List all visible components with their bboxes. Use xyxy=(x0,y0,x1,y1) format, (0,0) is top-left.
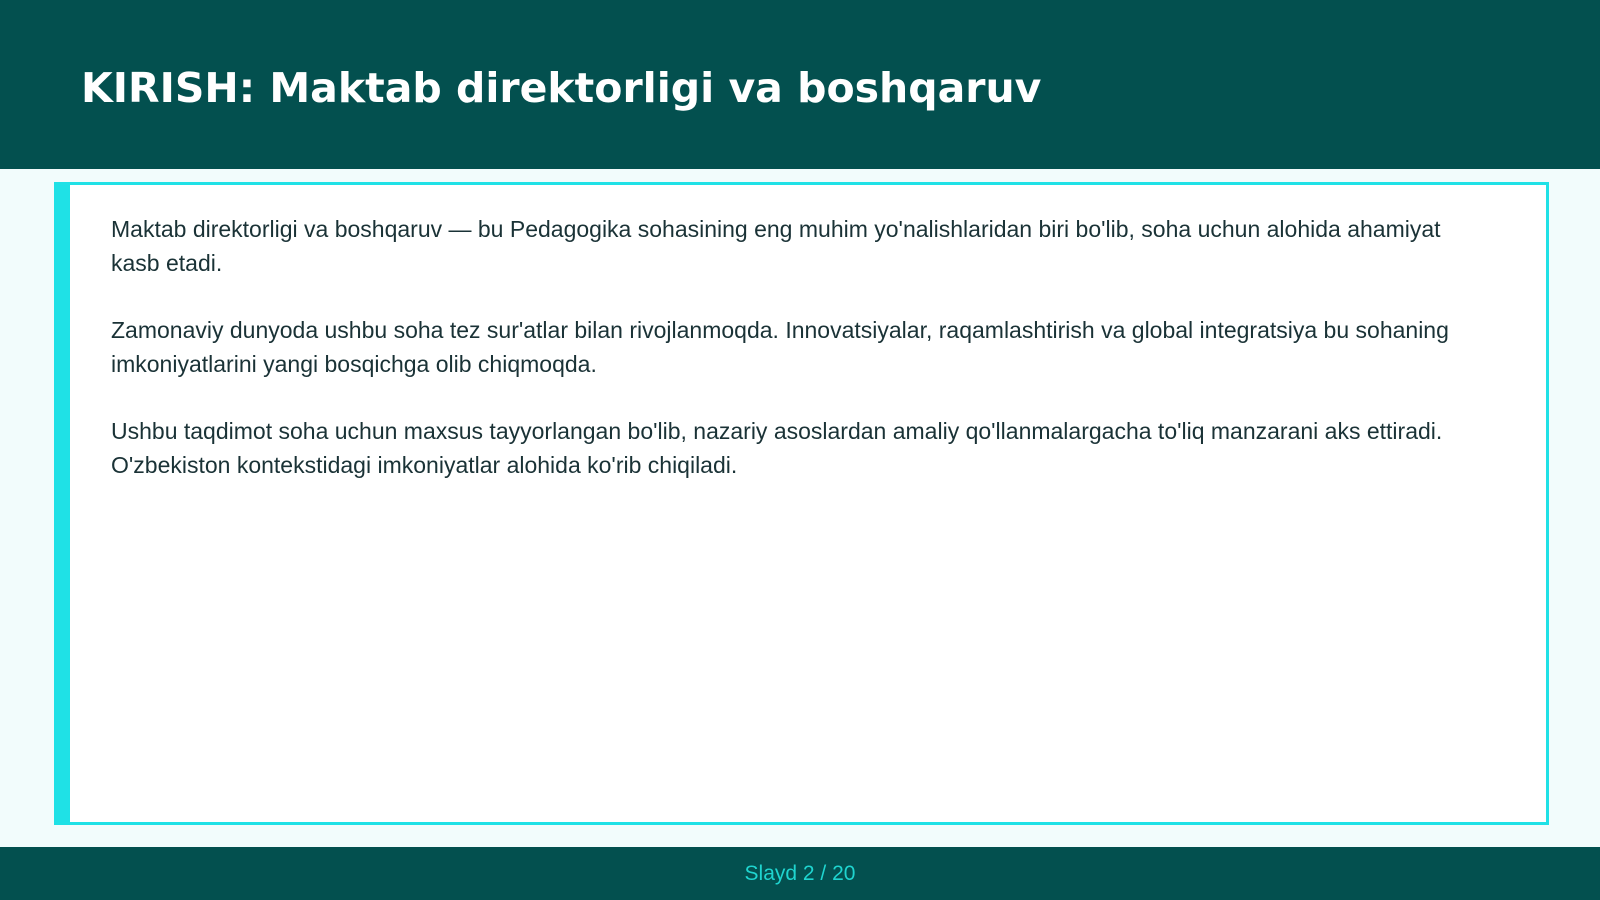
slide-number: Slayd 2 / 20 xyxy=(744,862,856,885)
content-card xyxy=(54,182,1549,825)
content-text xyxy=(111,212,1491,515)
slide-header xyxy=(0,0,1600,169)
paragraph-1: Maktab direktorligi va boshqaruv — bu Pedagogika sohasining eng muhim yo'nalishlaridan biri bo'lib, soha uchun alohida ahamiyat kasb etadi. xyxy=(111,216,1441,276)
paragraph-2: Zamonaviy dunyoda ushbu soha tez sur'atlar bilan rivojlanmoqda. Innovatsiyalar, raqamlashtirish va global integratsiya bu sohaning imkoniyatlarini yangi bosqichga olib chiqmoqda. xyxy=(111,317,1449,377)
paragraph-3: Ushbu taqdimot soha uchun maxsus tayyorlangan bo'lib, nazariy asoslardan amaliy qo'llanmalargacha to'liq manzarani aks ettiradi. O'zbekiston kontekstidagi imkoniyatlar alohida ko'rib chiqiladi. xyxy=(111,418,1443,478)
slide-footer xyxy=(0,847,1600,900)
slide-title: KIRISH: Maktab direktorligi va boshqaruv xyxy=(81,64,1042,112)
